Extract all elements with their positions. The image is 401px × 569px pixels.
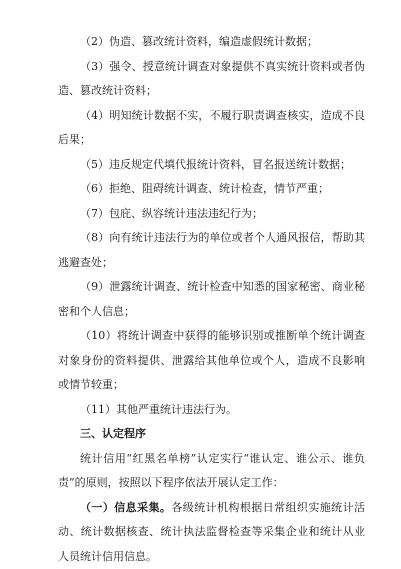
step-one-lead: （一）信息采集。 (80, 501, 171, 514)
paragraph-item-9: （9）泄露统计调查、统计检查中知悉的国家秘密、商业秘密和个人信息； (58, 275, 365, 324)
paragraph-item-8: （8）向有统计违法行为的单位或者个人通风报信，帮助其逃避查处； (58, 226, 365, 275)
step-one-paragraph (58, 496, 365, 569)
intro-paragraph: 统计信用“红黑名单榜”认定实行“谁认定、谁公示、谁负责”的原则，按照以下程序依法开展认定工作： (58, 447, 365, 496)
paragraph-item-10: （10）将统计调查中获得的能够识别或推断单个统计调查对象身份的资料提供、泄露给其他单位或个人，造成不良影响或情节较重； (58, 324, 365, 398)
section-heading: 三、认定程序 (58, 422, 365, 447)
paragraph-item-7: （7）包庇、纵容统计违法违纪行为； (58, 202, 365, 227)
paragraph-item-5: （5）违反规定代填代报统计资料，冒名报送统计数据； (58, 153, 365, 178)
paragraph-item-11: （11）其他严重统计违法行为。 (58, 398, 365, 423)
paragraph-item-4: （4）明知统计数据不实，不履行职责调查核实，造成不良后果； (58, 104, 365, 153)
paragraph-item-2: （2）伪造、篡改统计资料，编造虚假统计数据； (58, 30, 365, 55)
paragraph-item-6: （6）拒绝、阻碍统计调查、统计检查，情节严重； (58, 177, 365, 202)
step-one-text: 各级统计机构根据日常组织实施统计活动、统计数据核查、统计执法监督检查等采集企业和统计从业人员统计信用信息。 (58, 501, 365, 563)
paragraph-item-3: （3）强令、授意统计调查对象提供不真实统计资料或者伪造、篡改统计资料； (58, 55, 365, 104)
